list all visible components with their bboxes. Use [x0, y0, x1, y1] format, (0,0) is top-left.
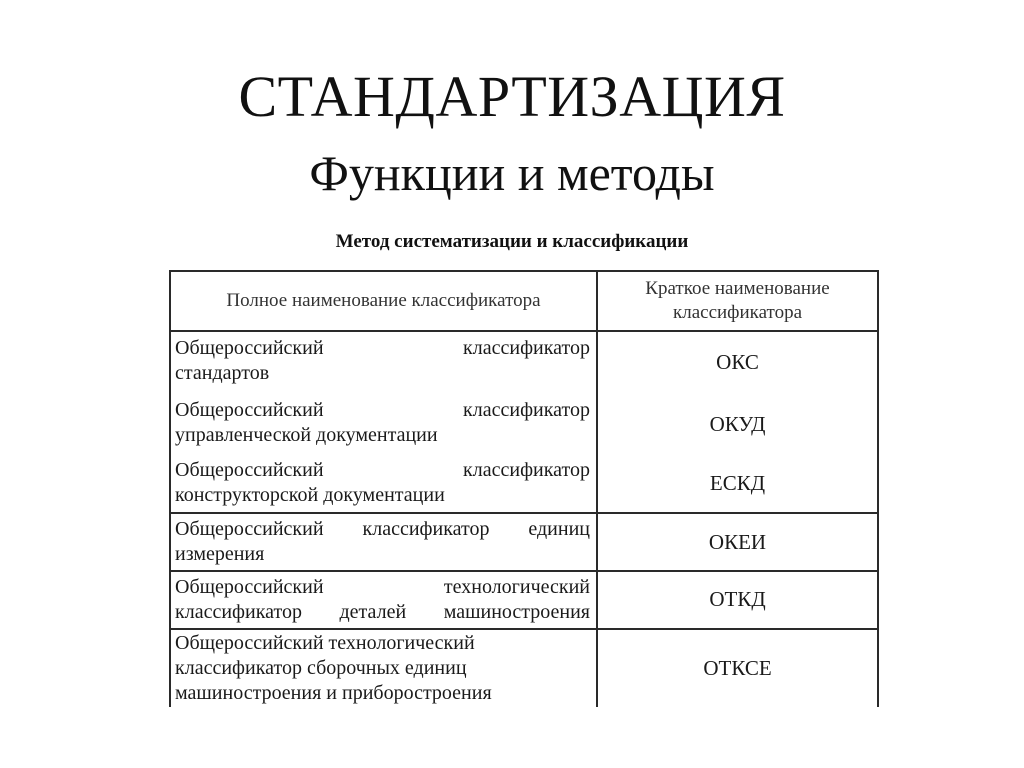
- slide-subtitle: Функции и методы: [309, 145, 715, 201]
- full-name-line: измерения: [175, 543, 265, 565]
- short-name-cell: ОКУД: [709, 412, 766, 436]
- header-full-name: Полное наименование классификатора: [226, 290, 541, 311]
- slide-title: СТАНДАРТИЗАЦИЯ: [238, 64, 786, 129]
- table-row: [171, 630, 877, 709]
- full-name-line: Общероссийский классификатор: [175, 337, 590, 359]
- header-short-name: [598, 277, 877, 325]
- table-row: [171, 572, 877, 630]
- short-name-cell: ЕСКД: [709, 471, 766, 495]
- classifier-table: [169, 270, 879, 707]
- table-header-row: [171, 272, 877, 332]
- full-name-line: Общероссийский классификатор единиц: [175, 518, 590, 540]
- full-name-line: управленческой документации: [175, 424, 438, 446]
- full-name-line: машиностроения и приборостроения: [175, 682, 492, 704]
- short-name-cell: ОТКСЕ: [703, 656, 772, 680]
- full-name-cell: [175, 458, 590, 508]
- table-row: [171, 394, 877, 454]
- full-name-line: конструкторской документации: [175, 484, 445, 506]
- full-name-line: классификатор деталей машиностроения: [175, 601, 590, 623]
- full-name-line: классификатор сборочных единиц: [175, 657, 467, 679]
- full-name-line: стандартов: [175, 362, 270, 384]
- header-short-name-line1: Краткое наименование: [645, 278, 830, 299]
- full-name-cell: [175, 398, 590, 448]
- full-name-line: Общероссийский технологический: [175, 576, 590, 598]
- full-name-cell: [175, 336, 590, 386]
- short-name-cell: ОКЕИ: [708, 530, 767, 554]
- short-name-cell: ОКС: [716, 350, 759, 374]
- header-short-name-line2: классификатора: [672, 302, 803, 323]
- full-name-cell: [175, 631, 590, 706]
- full-name-cell: [175, 517, 590, 567]
- table-row: [171, 514, 877, 572]
- full-name-line: Общероссийский технологический: [175, 632, 475, 654]
- full-name-line: Общероссийский классификатор: [175, 459, 590, 481]
- table-row: [171, 454, 877, 514]
- full-name-line: Общероссийский классификатор: [175, 399, 590, 421]
- full-name-cell: [175, 575, 590, 625]
- table-caption: Метод систематизации и классификации: [335, 231, 689, 252]
- short-name-cell: ОТКД: [709, 587, 766, 611]
- table-row: [171, 332, 877, 392]
